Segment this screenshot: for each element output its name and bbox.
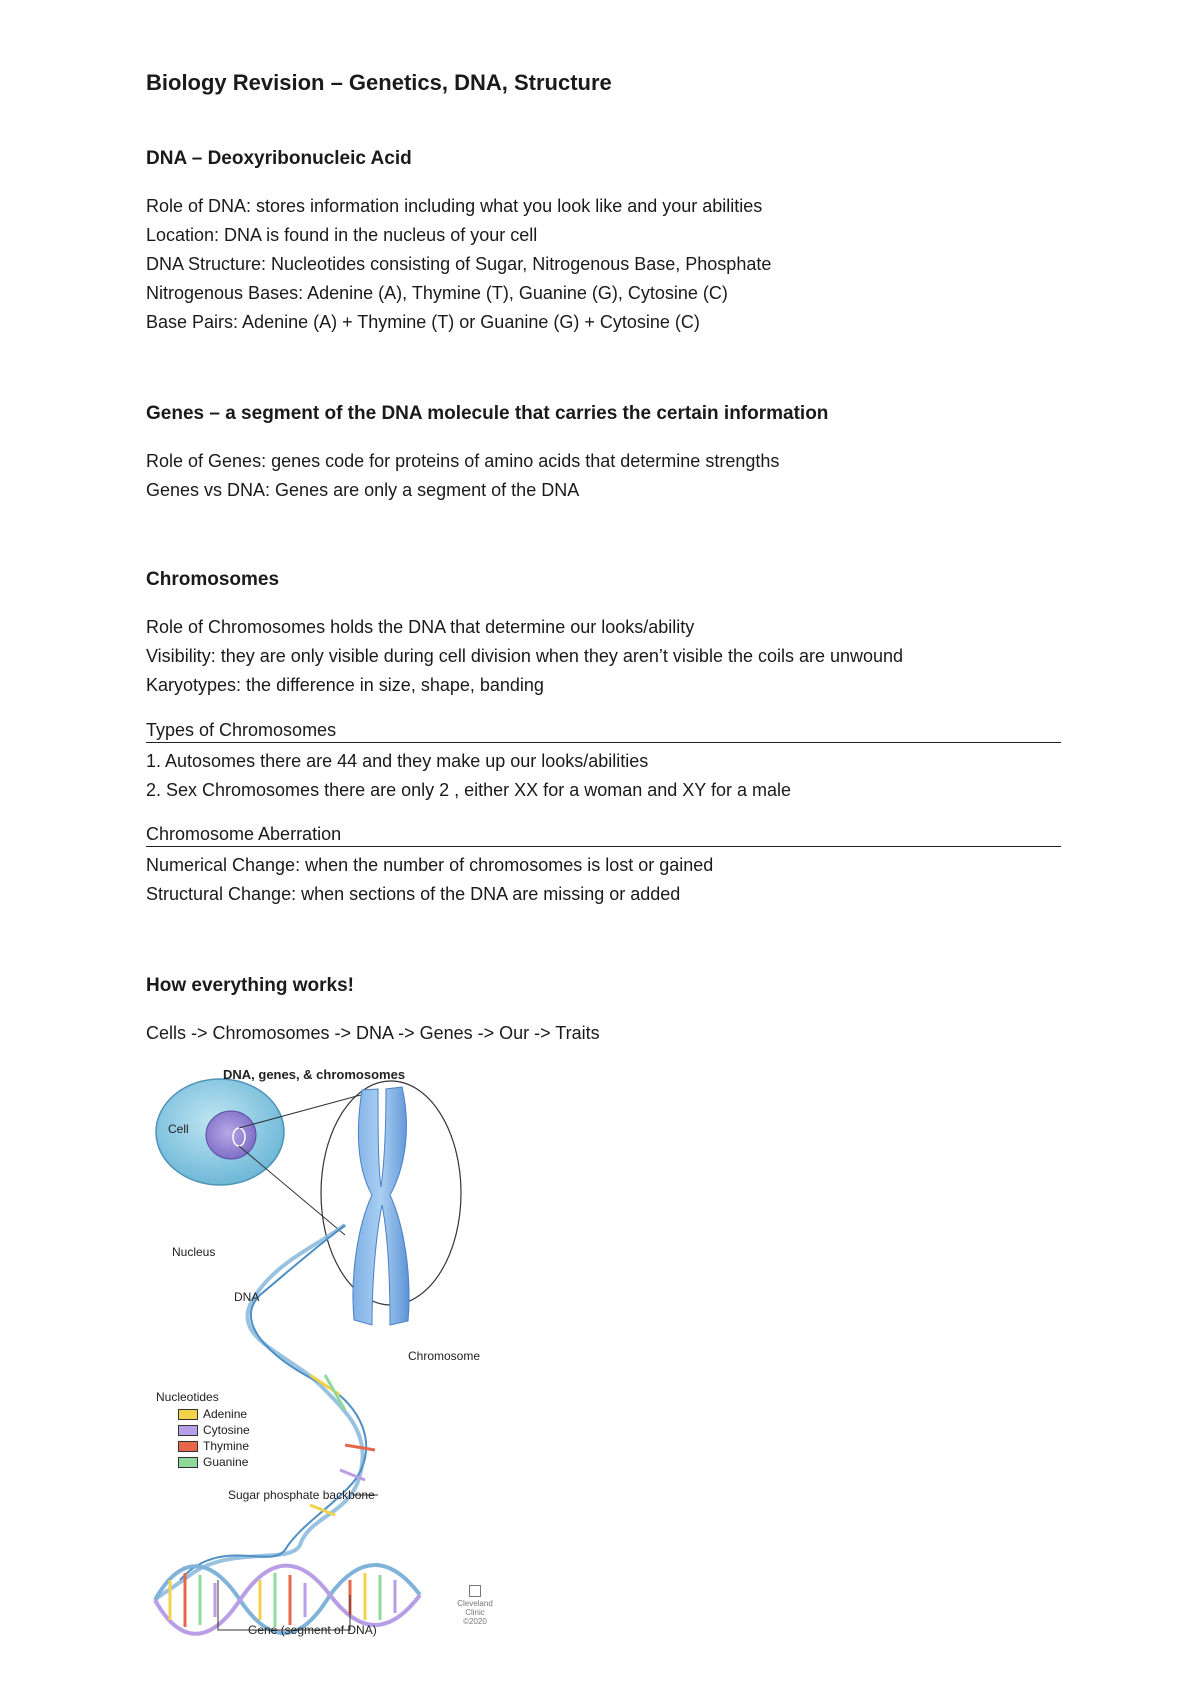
logo-text: Cleveland: [457, 1599, 493, 1608]
how-line: Cells -> Chromosomes -> DNA -> Genes -> Our -> Traits: [146, 1023, 600, 1043]
zoom-line: [239, 1146, 345, 1235]
guanine-swatch: [178, 1457, 198, 1468]
aberration-line: Numerical Change: when the number of chromosomes is lost or gained: [146, 855, 714, 875]
nucleus-shape: [206, 1111, 256, 1159]
chromosome-label: Chromosome: [408, 1349, 481, 1363]
dna-line: Role of DNA: stores information including what you look like and your abilities: [146, 196, 763, 216]
chromosomes-line: Role of Chromosomes holds the DNA that determine our looks/ability: [146, 617, 695, 637]
logo-icon: [469, 1585, 481, 1597]
nucleus-label: Nucleus: [172, 1245, 216, 1259]
legend-label: Guanine: [203, 1455, 249, 1469]
genes-line: Role of Genes: genes code for proteins of amino acids that determine strengths: [146, 451, 780, 471]
types-line: 1. Autosomes there are 44 and they make up our looks/abilities: [146, 751, 649, 771]
legend-item: [178, 1455, 248, 1469]
legend-label: Cytosine: [203, 1423, 250, 1437]
dna-line: DNA Structure: Nucleotides consisting of Sugar, Nitrogenous Base, Phosphate: [146, 254, 772, 274]
types-line: 2. Sex Chromosomes there are only 2 , either XX for a woman and XY for a male: [146, 780, 791, 800]
dna-line: Location: DNA is found in the nucleus of your cell: [146, 225, 538, 245]
dna-line: Nitrogenous Bases: Adenine (A), Thymine (T), Guanine (G), Cytosine (C): [146, 283, 728, 303]
how-heading: How everything works!: [146, 975, 354, 996]
page-title: Biology Revision – Genetics, DNA, Structure: [146, 70, 612, 95]
chromosome-shape: [353, 1087, 409, 1325]
dna-heading: DNA – Deoxyribonucleic Acid: [146, 148, 412, 169]
cleveland-clinic-logo: [450, 1585, 500, 1626]
chromosomes-line: Visibility: they are only visible during cell division when they aren’t visible the coils are unwound: [146, 646, 904, 666]
logo-text: Clinic: [465, 1608, 485, 1617]
types-heading: Types of Chromosomes: [146, 720, 1061, 743]
cytosine-swatch: [178, 1425, 198, 1436]
backbone-label: Sugar phosphate backbone: [228, 1488, 375, 1502]
figure-illustration: [150, 1075, 550, 1645]
genes-line: Genes vs DNA: Genes are only a segment of the DNA: [146, 480, 580, 500]
legend-label: Thymine: [203, 1439, 250, 1453]
legend-item: [178, 1407, 247, 1421]
legend-title: Nucleotides: [156, 1390, 219, 1404]
dna-label: DNA: [234, 1290, 260, 1304]
dna-genes-chromosomes-figure: [150, 1067, 550, 1645]
legend-item: [178, 1439, 249, 1453]
logo-text: ©2020: [463, 1617, 487, 1626]
chromosomes-heading: Chromosomes: [146, 569, 280, 590]
chromosomes-line: Karyotypes: the difference in size, shape, banding: [146, 675, 544, 695]
thymine-swatch: [178, 1441, 198, 1452]
gene-label: Gene (segment of DNA): [248, 1623, 377, 1637]
genes-heading: Genes – a segment of the DNA molecule that carries the certain information: [146, 403, 829, 424]
aberration-heading: Chromosome Aberration: [146, 824, 1061, 847]
aberration-line: Structural Change: when sections of the DNA are missing or added: [146, 884, 681, 904]
adenine-swatch: [178, 1409, 198, 1420]
legend-label: Adenine: [203, 1407, 248, 1421]
dna-line: Base Pairs: Adenine (A) + Thymine (T) or Guanine (G) + Cytosine (C): [146, 312, 700, 332]
cell-label: Cell: [168, 1122, 189, 1136]
figure-title: DNA, genes, & chromosomes: [223, 1067, 406, 1082]
legend-item: [178, 1423, 250, 1437]
